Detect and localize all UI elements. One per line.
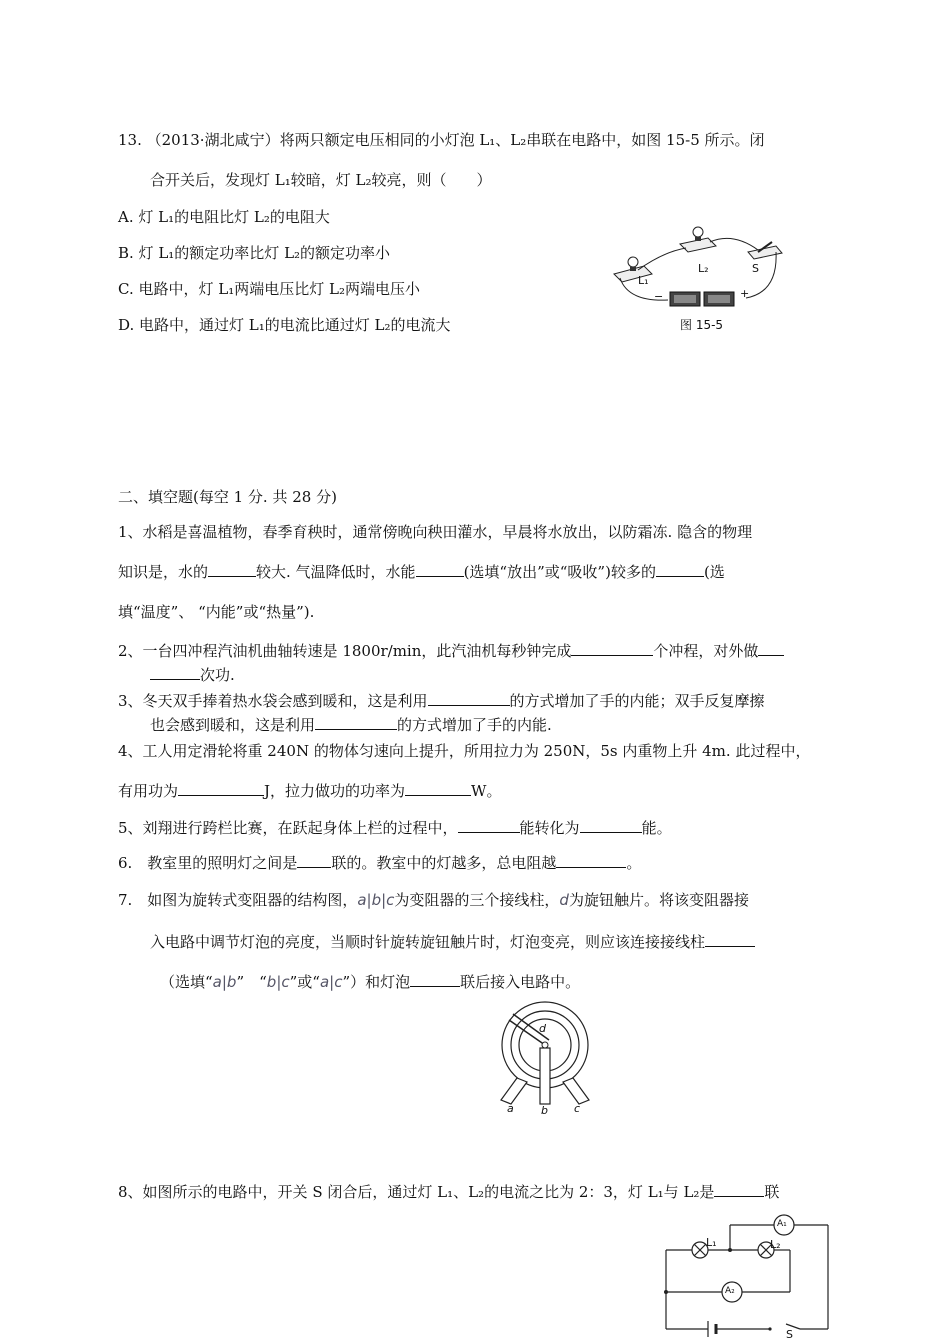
q8-label-a2: A₂: [725, 1286, 735, 1296]
q7-text-a: 7. 如图为旋转式变阻器的结构图，: [118, 891, 358, 909]
q3-line1: [118, 691, 765, 711]
q7-text-b: 为变阻器的三个接线柱，: [394, 891, 560, 909]
q8-circuit-figure: [660, 1212, 838, 1340]
q8-label-s: S: [786, 1328, 793, 1341]
q7-opt-ac: a|c: [319, 973, 343, 991]
q5-line: [118, 818, 672, 838]
q8-text-b: 联: [764, 1183, 780, 1201]
q2-line1: [118, 641, 784, 661]
section-title: 二、填空题(每空 1 分. 共 28 分): [118, 488, 337, 506]
q13-option-b: B. 灯 L₁的额定功率比灯 L₂的额定功率小: [118, 244, 391, 262]
q7-text-d: 入电路中调节灯泡的亮度，当顺时针旋转旋钮触片时，灯泡变亮，则应该连接接线柱: [150, 933, 706, 951]
q1-blank-3[interactable]: [656, 562, 704, 577]
q6-text-b: 联的。教室中的灯越多，总电阻越: [331, 854, 557, 872]
q7-text-g: ”或“: [289, 973, 320, 991]
q4-blank-2[interactable]: [405, 781, 471, 796]
q4-text-b: J，拉力做功的功率为: [264, 782, 406, 800]
q6-text-a: 6. 教室里的照明灯之间是: [118, 854, 298, 872]
q3-blank-1[interactable]: [428, 691, 510, 706]
q7-opt-ab: a|b: [212, 973, 237, 991]
q13-stem-line2: 合开关后，发现灯 L₁较暗，灯 L₂较亮，则（ ）: [150, 171, 492, 189]
rheo-label-c: c: [574, 1102, 581, 1115]
q2-text-b: 个冲程，对外做: [653, 642, 759, 660]
q3-text-c: 也会感到暖和，这是利用: [150, 716, 316, 734]
fig-label-minus: −: [654, 290, 664, 303]
q1-line3: 填“温度”、 “内能”或“热量”).: [118, 603, 315, 621]
q8-label-l1: L₁: [706, 1236, 717, 1249]
q4-blank-1[interactable]: [178, 781, 264, 796]
q7-text-c: 为旋钮触片。将该变阻器接: [568, 891, 749, 909]
q3-text-d: 的方式增加了手的内能.: [397, 716, 552, 734]
q2-text-c: 次功.: [200, 666, 235, 684]
q5-text-b: 能转化为: [519, 819, 580, 837]
q1-text-c: (选填“放出”或“吸收”)较多的: [463, 563, 656, 581]
q7-terminals-abc: a|b|c: [357, 891, 395, 909]
q6-text-c: 。: [626, 854, 642, 872]
q5-blank-2[interactable]: [580, 818, 642, 833]
q8-label-a1: A₁: [777, 1219, 787, 1229]
q13-stem-line1: 13. （2013·湖北咸宁）将两只额定电压相同的小灯泡 L₁、L₂串联在电路中，如图 15-5 所示。闭: [118, 131, 765, 149]
q1-blank-2[interactable]: [416, 562, 464, 577]
q5-text-a: 5、刘翔进行跨栏比赛，在跃起身体上栏的过程中，: [118, 819, 458, 837]
q7-opt-bc: b|c: [266, 973, 290, 991]
q2-blank-1[interactable]: [571, 641, 653, 656]
q1-text-d: (选: [703, 563, 725, 581]
rheo-label-a: a: [507, 1102, 514, 1115]
q8-blank-1[interactable]: [714, 1182, 764, 1197]
rheo-label-b: b: [541, 1104, 548, 1117]
q8-text-a: 8、如图所示的电路中，开关 S 闭合后，通过灯 L₁、L₂的电流之比为 2：3，灯 L₁与 L₂是: [118, 1183, 715, 1201]
q5-text-c: 能。: [641, 819, 672, 837]
rheo-label-d: d: [539, 1022, 546, 1035]
q3-line2: [150, 715, 552, 735]
q7-line3: [160, 972, 580, 992]
q2-text-a: 2、一台四冲程汽油机曲轴转速是 1800r/min，此汽油机每秒钟完成: [118, 642, 572, 660]
q1-line2: [118, 562, 725, 582]
q8-label-l2: L₂: [770, 1238, 781, 1251]
q8-line: [118, 1182, 779, 1202]
q4-text-c: W。: [471, 782, 502, 800]
q7-contact-d: d: [559, 891, 569, 909]
q7-line1: [118, 890, 749, 910]
q1-text-a: 知识是，水的: [118, 563, 209, 581]
q6-line: [118, 853, 641, 873]
q13-option-a: A. 灯 L₁的电阻比灯 L₂的电阻大: [118, 208, 330, 226]
q7-text-h: ”）和灯泡: [342, 973, 411, 991]
q4-line2: [118, 781, 501, 801]
q4-line1: 4、工人用定滑轮将重 240N 的物体匀速向上提升，所用拉力为 250N，5s 内重物上升 4m. 此过程中，: [118, 742, 811, 760]
fig-label-l1: L₁: [638, 274, 649, 287]
q3-text-b: 的方式增加了手的内能；双手反复摩擦: [509, 692, 765, 710]
fig-caption-15-5: 图 15-5: [680, 318, 724, 332]
q13-option-c: C. 电路中，灯 L₁两端电压比灯 L₂两端电压小: [118, 280, 420, 298]
q7-blank-1[interactable]: [705, 932, 755, 947]
q1-blank-1[interactable]: [208, 562, 256, 577]
fig-label-s: S: [752, 262, 759, 275]
q13-option-d: D. 电路中，通过灯 L₁的电流比通过灯 L₂的电流大: [118, 316, 451, 334]
q2-line2: [150, 665, 235, 685]
q7-blank-2[interactable]: [410, 972, 460, 987]
q6-blank-1[interactable]: [297, 853, 331, 868]
q5-blank-1[interactable]: [458, 818, 520, 833]
q7-text-f: ” “: [236, 973, 267, 991]
q3-text-a: 3、冬天双手捧着热水袋会感到暖和，这是利用: [118, 692, 428, 710]
q7-line2: [150, 932, 755, 952]
q7-text-e: （选填“: [160, 973, 213, 991]
q2-blank-2a[interactable]: [758, 641, 784, 656]
fig-label-plus: +: [740, 287, 750, 300]
q7-text-i: 联后接入电路中。: [460, 973, 581, 991]
fig-label-l2: L₂: [698, 262, 709, 275]
q3-blank-2[interactable]: [315, 715, 397, 730]
q4-text-a: 有用功为: [118, 782, 179, 800]
q6-blank-2[interactable]: [556, 853, 626, 868]
q1-text-b: 较大. 气温降低时，水能: [256, 563, 416, 581]
q2-blank-2b[interactable]: [150, 665, 200, 680]
q1-line1: 1、水稻是喜温植物，春季育秧时，通常傍晚向秧田灌水，早晨将水放出，以防霜冻. 隐含的物理: [118, 523, 753, 541]
